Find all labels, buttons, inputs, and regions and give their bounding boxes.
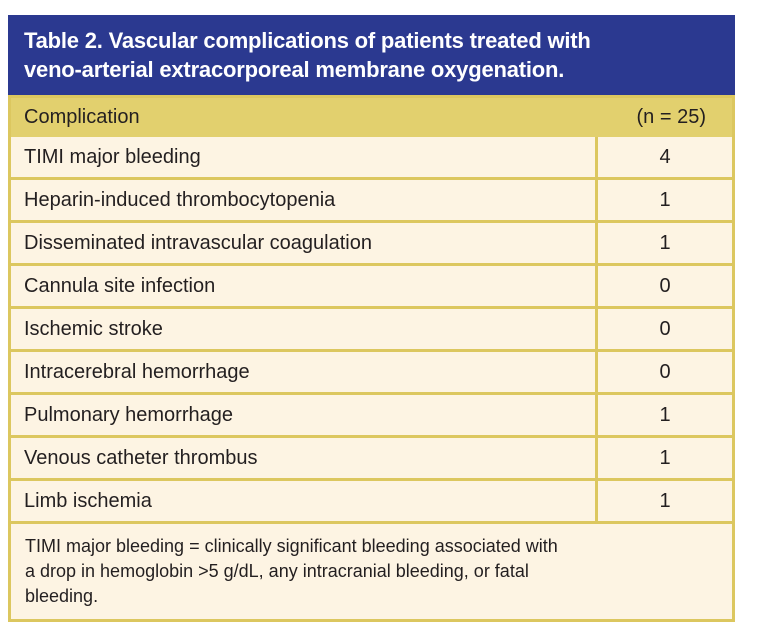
complications-table <box>8 95 735 622</box>
footnote-line: TIMI major bleeding = clinically significant bleeding associated with <box>25 536 558 556</box>
table-title <box>8 15 735 95</box>
column-header-complication: Complication <box>24 106 140 128</box>
complication-label: Limb ischemia <box>24 489 152 512</box>
table-row <box>11 223 732 266</box>
complication-count: 1 <box>595 223 732 263</box>
table-rows <box>11 137 732 524</box>
complication-count: 4 <box>595 137 732 177</box>
table-row <box>11 438 732 481</box>
table-row <box>11 309 732 352</box>
complication-label: TIMI major bleeding <box>24 145 201 168</box>
footnote-line: a drop in hemoglobin >5 g/dL, any intracranial bleeding, or fatal <box>25 561 529 581</box>
complication-label: Ischemic stroke <box>24 317 163 340</box>
table-row <box>11 352 732 395</box>
complication-count: 1 <box>595 438 732 478</box>
table-row <box>11 266 732 309</box>
complication-count: 0 <box>595 309 732 349</box>
table-header-row <box>11 98 732 137</box>
complication-count: 1 <box>595 395 732 435</box>
table-row <box>11 180 732 223</box>
table-title-line-2: veno-arterial extracorporeal membrane oxygenation. <box>24 57 565 82</box>
column-header-count: (n = 25) <box>636 106 706 128</box>
table-row <box>11 395 732 438</box>
complication-count: 0 <box>595 266 732 306</box>
complication-count: 0 <box>595 352 732 392</box>
footnote-line: bleeding. <box>25 586 99 606</box>
table-footnote <box>11 524 732 619</box>
complication-label: Disseminated intravascular coagulation <box>24 231 372 254</box>
complication-count: 1 <box>595 180 732 220</box>
complication-label: Heparin-induced thrombocytopenia <box>24 188 336 211</box>
table-title-line-1: Table 2. Vascular complications of patients treated with <box>24 28 591 53</box>
complication-label: Pulmonary hemorrhage <box>24 403 233 426</box>
table-row <box>11 137 732 180</box>
table-row <box>11 481 732 524</box>
complication-label: Intracerebral hemorrhage <box>24 360 250 383</box>
complication-label: Venous catheter thrombus <box>24 446 258 469</box>
complication-label: Cannula site infection <box>24 274 216 297</box>
table-figure <box>8 15 735 622</box>
complication-count: 1 <box>595 481 732 521</box>
